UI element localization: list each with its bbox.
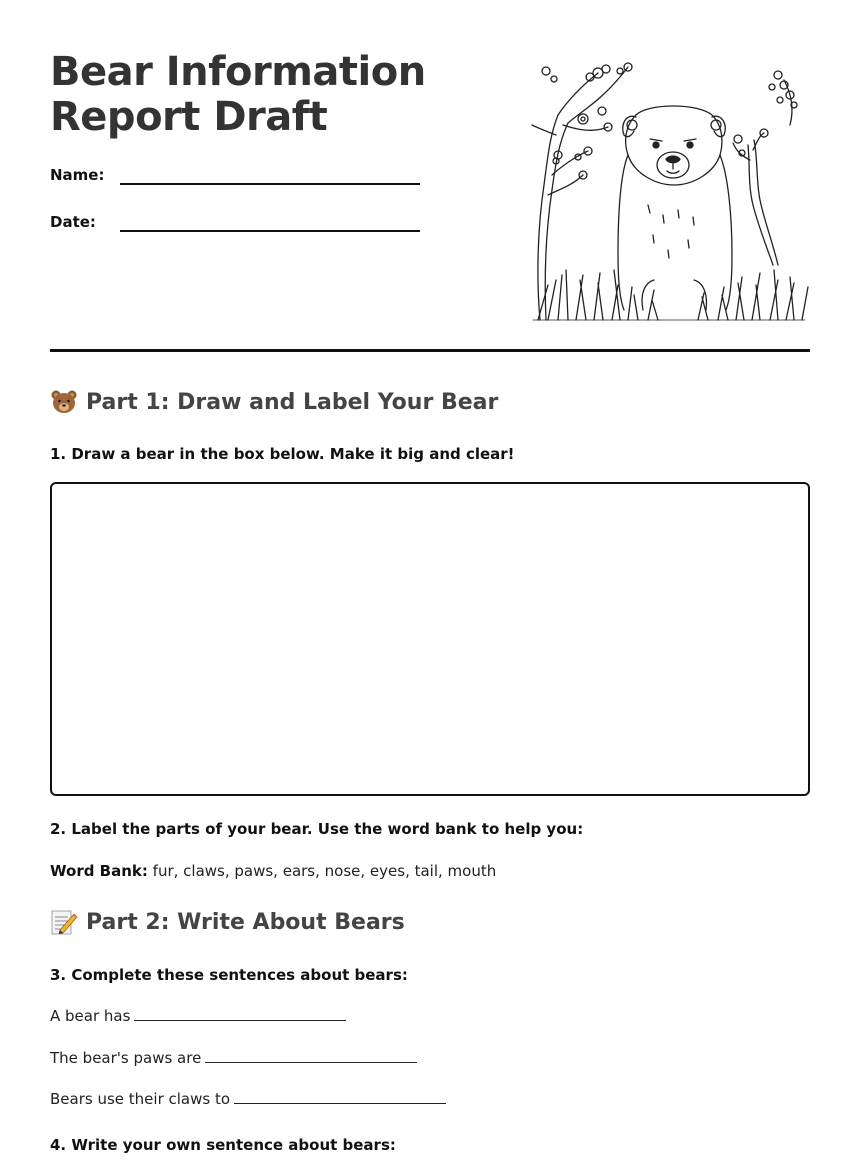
- sentence-2-blank[interactable]: [205, 1050, 417, 1063]
- word-bank-words: fur, claws, paws, ears, nose, eyes, tail, mouth: [152, 862, 497, 880]
- word-bank: [50, 862, 496, 880]
- date-label: Date:: [50, 213, 96, 231]
- sentence-3-blank[interactable]: [234, 1091, 446, 1104]
- question-3: 3. Complete these sentences about bears:: [50, 966, 408, 984]
- worksheet-title: [50, 50, 426, 140]
- question-2: 2. Label the parts of your bear. Use the word bank to help you:: [50, 820, 584, 838]
- question-1: 1. Draw a bear in the box below. Make it big and clear!: [50, 445, 515, 463]
- part2-heading-text: Part 2: Write About Bears: [86, 909, 405, 935]
- title-line-2: Report Draft: [50, 94, 328, 140]
- part1-heading-text: Part 1: Draw and Label Your Bear: [86, 389, 499, 415]
- part1-heading: [50, 388, 498, 416]
- sentence-3: [50, 1090, 446, 1108]
- sentence-1: [50, 1007, 346, 1025]
- sentence-2-text: The bear's paws are: [50, 1049, 202, 1067]
- question-4: 4. Write your own sentence about bears:: [50, 1136, 396, 1154]
- name-line[interactable]: [120, 183, 420, 185]
- title-line-1: Bear Information: [50, 49, 426, 95]
- sentence-3-text: Bears use their claws to: [50, 1090, 231, 1108]
- header-divider: [50, 349, 810, 352]
- sentence-2: [50, 1049, 417, 1067]
- date-field: [50, 213, 420, 237]
- drawing-box[interactable]: [50, 482, 810, 796]
- bear-illustration: [528, 55, 810, 323]
- sentence-1-blank[interactable]: [134, 1008, 346, 1021]
- date-line[interactable]: [120, 230, 420, 232]
- memo-pencil-icon: [50, 908, 78, 936]
- word-bank-label: Word Bank:: [50, 862, 148, 880]
- bear-face-icon: [50, 388, 78, 416]
- name-field: [50, 166, 420, 190]
- sentence-1-text: A bear has: [50, 1007, 131, 1025]
- part2-heading: [50, 908, 405, 936]
- name-label: Name:: [50, 166, 105, 184]
